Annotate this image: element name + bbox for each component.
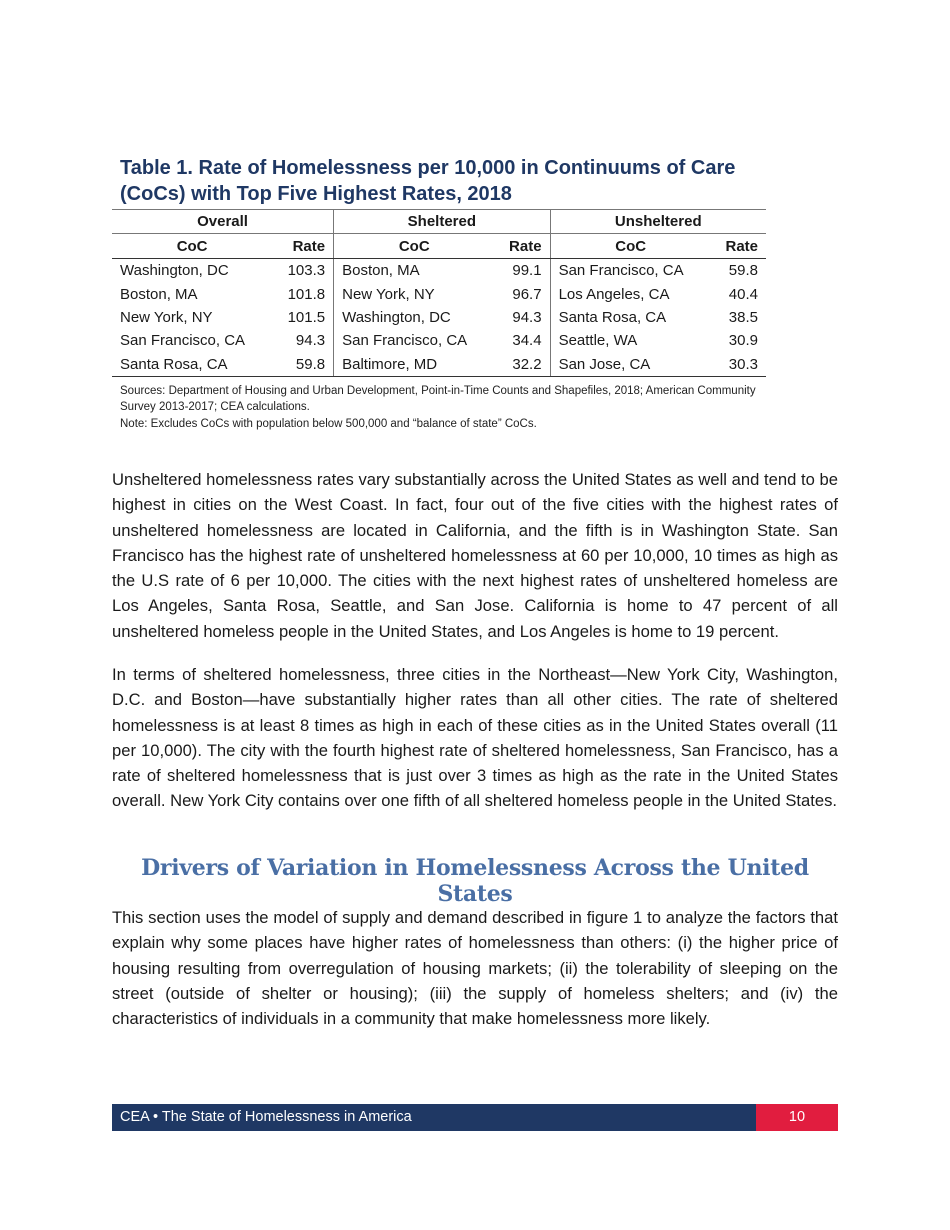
sheltered-rate: 32.2 [494,353,550,377]
overall-rate: 101.5 [287,308,326,326]
sheltered-coc: Boston, MA [334,259,495,283]
sheltered-coc: Washington, DC [334,306,495,329]
overall-coc: San Francisco, CA [120,332,246,350]
overall-coc: New York, NY [120,308,213,326]
group-header-overall: Overall [112,210,334,234]
col-header-rate: Rate [711,234,766,259]
unsheltered-coc: San Francisco, CA [550,259,711,283]
unsheltered-coc: San Jose, CA [550,353,711,377]
sheltered-coc: San Francisco, CA [334,329,495,352]
table-title: Table 1. Rate of Homelessness per 10,000 in Continuums of Care (CoCs) with Top Five Highest Rates, 2018 [120,157,736,205]
col-header-rate: Rate [494,234,550,259]
paragraph-section-intro: This section uses the model of supply and demand described in figure 1 to analyze the factors that explain why some places have higher rates of homelessness than others: (i) the higher price of housing resulting from overregulation of housing markets; (ii) the tolerability of sleeping on the street (outside of shelter or housing); (iii) the supply of homeless shelters; and (iv) the characteristics of individuals in a community that make homelessness more likely. [112,908,838,1029]
paragraph-unsheltered: Unsheltered homelessness rates vary substantially across the United States as well and tend to be highest in cities on the West Coast. In fact, four out of the five cities with the highest rates of unsheltered homelessness are located in California, and the fifth is in Washington State. San Francisco has the highest rate of unsheltered homelessness at 60 per 10,000, 10 times as high as the U.S rate of 6 per 10,000. The cities with the next highest rates of unsheltered homeless are Los Angeles, Santa Rosa, Seattle, and San Jose. California is home to 47 percent of all unsheltered homeless people in the United States, and Los Angeles is home to 19 percent. [112,470,838,641]
table-row [112,259,766,283]
page-number: 10 [756,1104,838,1131]
unsheltered-rate: 30.9 [728,332,758,350]
homelessness-rate-table [112,209,766,377]
table-row [112,282,766,305]
footer-title: CEA • The State of Homelessness in America [120,1109,412,1125]
unsheltered-rate: 38.5 [728,308,758,326]
overall-coc: Santa Rosa, CA [112,353,272,377]
col-header-coc: CoC [112,234,272,259]
unsheltered-rate: 59.8 [728,262,758,280]
sheltered-coc: Baltimore, MD [334,353,495,377]
sheltered-rate: 94.3 [512,308,542,326]
overall-coc: Boston, MA [120,285,198,303]
overall-rate: 59.8 [272,353,333,377]
table-notes [112,383,766,433]
sheltered-rate: 99.1 [512,262,542,280]
table-sources: Sources: Department of Housing and Urban Development, Point-in-Time Counts and Shapefiles, 2018; American Community Survey 2013-2017; CEA calculations. [120,384,756,414]
unsheltered-rate: 30.3 [711,353,766,377]
group-header-sheltered: Sheltered [334,210,550,234]
unsheltered-coc: Santa Rosa, CA [550,306,711,329]
sheltered-rate: 34.4 [512,332,542,350]
col-header-rate: Rate [272,234,333,259]
group-header-unsheltered: Unsheltered [550,210,766,234]
page-footer [112,1104,838,1131]
table-row [112,329,766,352]
overall-rate: 103.3 [287,262,326,280]
overall-coc: Washington, DC [120,262,229,280]
table-row [112,306,766,329]
col-header-coc: CoC [550,234,711,259]
overall-rate: 101.8 [287,285,326,303]
table-block [112,155,766,432]
section-heading: Drivers of Variation in Homelessness Across the United States [141,855,809,907]
sheltered-coc: New York, NY [334,282,495,305]
unsheltered-rate: 40.4 [728,285,758,303]
unsheltered-coc: Seattle, WA [550,329,711,352]
overall-rate: 94.3 [295,332,326,350]
table-note: Note: Excludes CoCs with population below 500,000 and “balance of state” CoCs. [120,417,537,430]
unsheltered-coc: Los Angeles, CA [550,282,711,305]
col-header-coc: CoC [334,234,495,259]
paragraph-sheltered: In terms of sheltered homelessness, three cities in the Northeast—New York City, Washington, D.C. and Boston—have substantially higher rates than all other cities. The rate of sheltered homelessness is at least 8 times as high in each of these cities as in the United States overall (11 per 10,000). The city with the fourth highest rate of sheltered homelessness, San Francisco, has a rate of sheltered homelessness that is just over 3 times as high as the rate in the United States overall. New York City contains over one fifth of all sheltered homeless people in the United States. [112,665,838,811]
sheltered-rate: 96.7 [512,285,542,303]
table-row [112,353,766,377]
